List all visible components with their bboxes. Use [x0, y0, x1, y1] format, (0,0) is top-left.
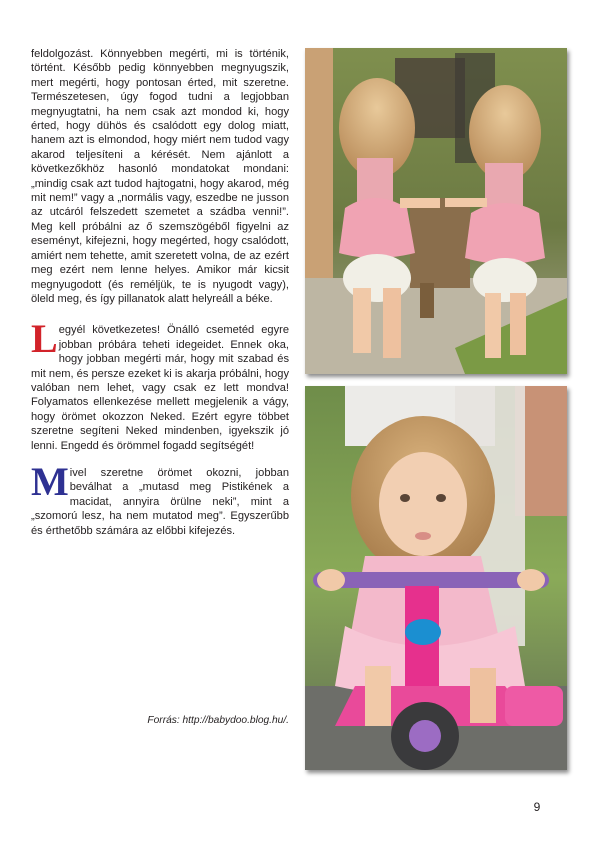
twins-walking-illustration	[305, 48, 567, 374]
twins-walking-photo	[305, 48, 567, 374]
dropcap-letter-m: M	[31, 458, 69, 504]
girl-on-tricycle-photo	[305, 386, 567, 770]
article-paragraph-1: feldolgozást. Könnyebben megérti, mi is történik, történt. Később pedig könnyebben megnyugszik, mert megérti, hogy pontosan érted, mit szeretne. Természetesen, úgy fogod tudni a legjobban megnyugtatni, ha nem csak azt mondod ki, hogy érted, hogy dühös és csalódott egy dolog miatt, hanem azt is elmondod, hogy miért nem tudod vagy akarod teljesíteni a kérését. Nem ajánlott a következőkhöz hasonló mondatokat mondani: „mindig csak azt tudod hajtogatni, hogy akarod, még mit nem!” vagy a „normális vagy, eszedbe ne jusson az utcáról felszedett szemetet a szádba venni!”. Meg kell próbálni az ő szemszögéből figyelni az eseményt, kifejezni, hogy megérted, hogy csalódott, amiért nem tehette, amit szeretett volna, de az ezért meg ezért nem lenne helyes. Amikor már kicsit megnyugodott (és reméljük, te is nyugodt vagy), öleld meg, és így pillanatok alatt helyreáll a béke.	[31, 48, 289, 305]
paragraph-2-text: egyél következetes! Önálló csemetéd egyre jobban próbára teheti idegeidet. Ennek oka, hogy jobban megérti már, hogy mit szabad és mit nem, és persze ezeket ki is akarja próbálni, hogy valóban nem lehet, vagy csak ez lett mondva! Folyamatos ellenkezése mellett megjelenik a vágy, hogy örömet okozzon Neked. Ezért egyre többet szeretne segíteni Neked mindenben, igyekszik jó lenni. Engedd és örömmel fogadd segítségét!	[31, 324, 289, 452]
paragraph-3-text: ivel szeretne örömet okozni, jobban beválhat a „mutasd meg Pistikének a macidat, annyira örülne neki”, mint a „szomorú lesz, ha nem mutatod meg”. Egyszerűbb és érthetőbb számára az előbbi kifejezés.	[31, 466, 289, 537]
source-credit: Forrás: http://babydoo.blog.hu/.	[147, 715, 289, 726]
article-paragraph-3	[31, 458, 289, 538]
article-column	[31, 47, 289, 538]
page-number: 9	[533, 800, 541, 814]
dropcap-letter-l: L	[31, 316, 58, 362]
girl-on-tricycle-illustration	[305, 386, 567, 770]
article-paragraph-2	[31, 316, 289, 453]
